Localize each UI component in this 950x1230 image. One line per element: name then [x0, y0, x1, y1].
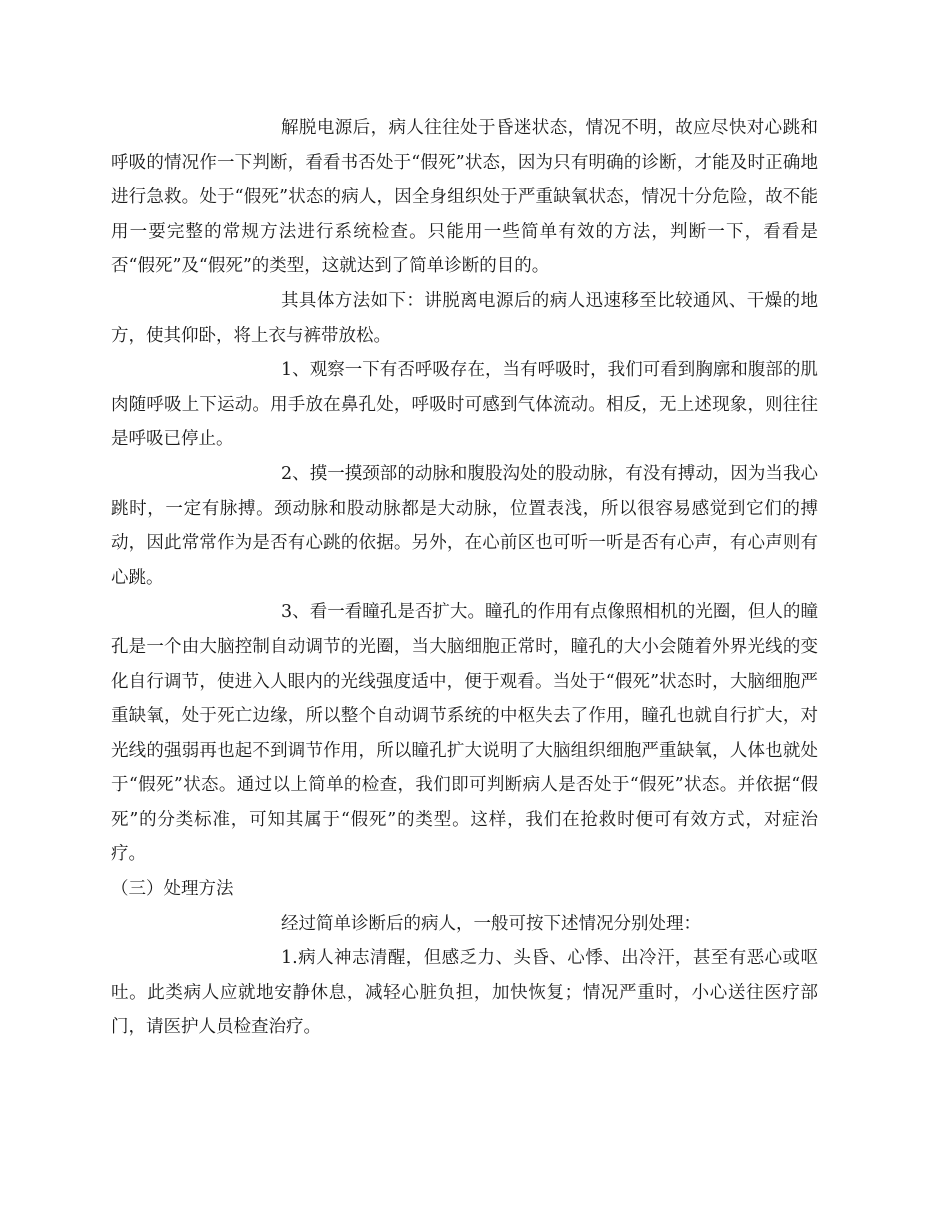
paragraph-treatment-case-1: 1.病人神志清醒，但感乏力、头昏、心悸、出冷汗，甚至有恶心或呕吐。此类病人应就地安静休息，减轻心脏负担，加快恢复；情况严重时，小心送往医疗部门，请医护人员检查治疗。: [111, 948, 818, 1038]
section-heading-treatment: （三）处理方法: [111, 879, 234, 900]
paragraph-method-intro: 其具体方法如下：讲脱离电源后的病人迅速移至比较通风、干燥的地方，使其仰卧，将上衣与裤带放松。: [111, 290, 818, 346]
paragraph-diagnosis-intro: 解脱电源后，病人往往处于昏迷状态，情况不明，故应尽快对心跳和呼吸的情况作一下判断，看看书否处于“假死”状态，因为只有明确的诊断，才能及时正确地进行急救。处于“假死”状态的病人，因全身组织处于严重缺氧状态，情况十分危险，故不能用一要完整的常规方法进行系统检查。只能用一些简单有效的方法，判断一下，看看是否“假死”及“假死”的类型，这就达到了简单诊断的目的。: [111, 118, 818, 277]
document-body: [111, 111, 818, 1045]
paragraph-check-pulse: 2、摸一摸颈部的动脉和腹股沟处的股动脉，有没有搏动，因为当我心跳时，一定有脉搏。颈动脉和股动脉都是大动脉，位置表浅，所以很容易感觉到它们的搏动，因此常常作为是否有心跳的依据。另外，在心前区也可听一听是否有心声，有心声则有心跳。: [111, 463, 818, 588]
paragraph-check-pupils: 3、看一看瞳孔是否扩大。瞳孔的作用有点像照相机的光圈，但人的瞳孔是一个由大脑控制自动调节的光圈，当大脑细胞正常时，瞳孔的大小会随着外界光线的变化自行调节，使进入人眼内的光线强度适中，便于观看。当处于“假死”状态时，大脑细胞严重缺氧，处于死亡边缘，所以整个自动调节系统的中枢失去了作用，瞳孔也就自行扩大，对光线的强弱再也起不到调节作用，所以瞳孔扩大说明了大脑组织细胞严重缺氧，人体也就处于“假死”状态。通过以上简单的检查，我们即可判断病人是否处于“假死”状态。并依据“假死”的分类标准，可知其属于“假死”的类型。这样，我们在抢救时便可有效方式，对症治疗。: [111, 602, 818, 865]
paragraph-treatment-intro: 经过简单诊断后的病人，一般可按下述情况分别处理：: [281, 913, 701, 934]
paragraph-check-breathing: 1、观察一下有否呼吸存在，当有呼吸时，我们可看到胸廓和腹部的肌肉随呼吸上下运动。用手放在鼻孔处，呼吸时可感到气体流动。相反，无上述现象，则往往是呼吸已停止。: [111, 360, 818, 450]
